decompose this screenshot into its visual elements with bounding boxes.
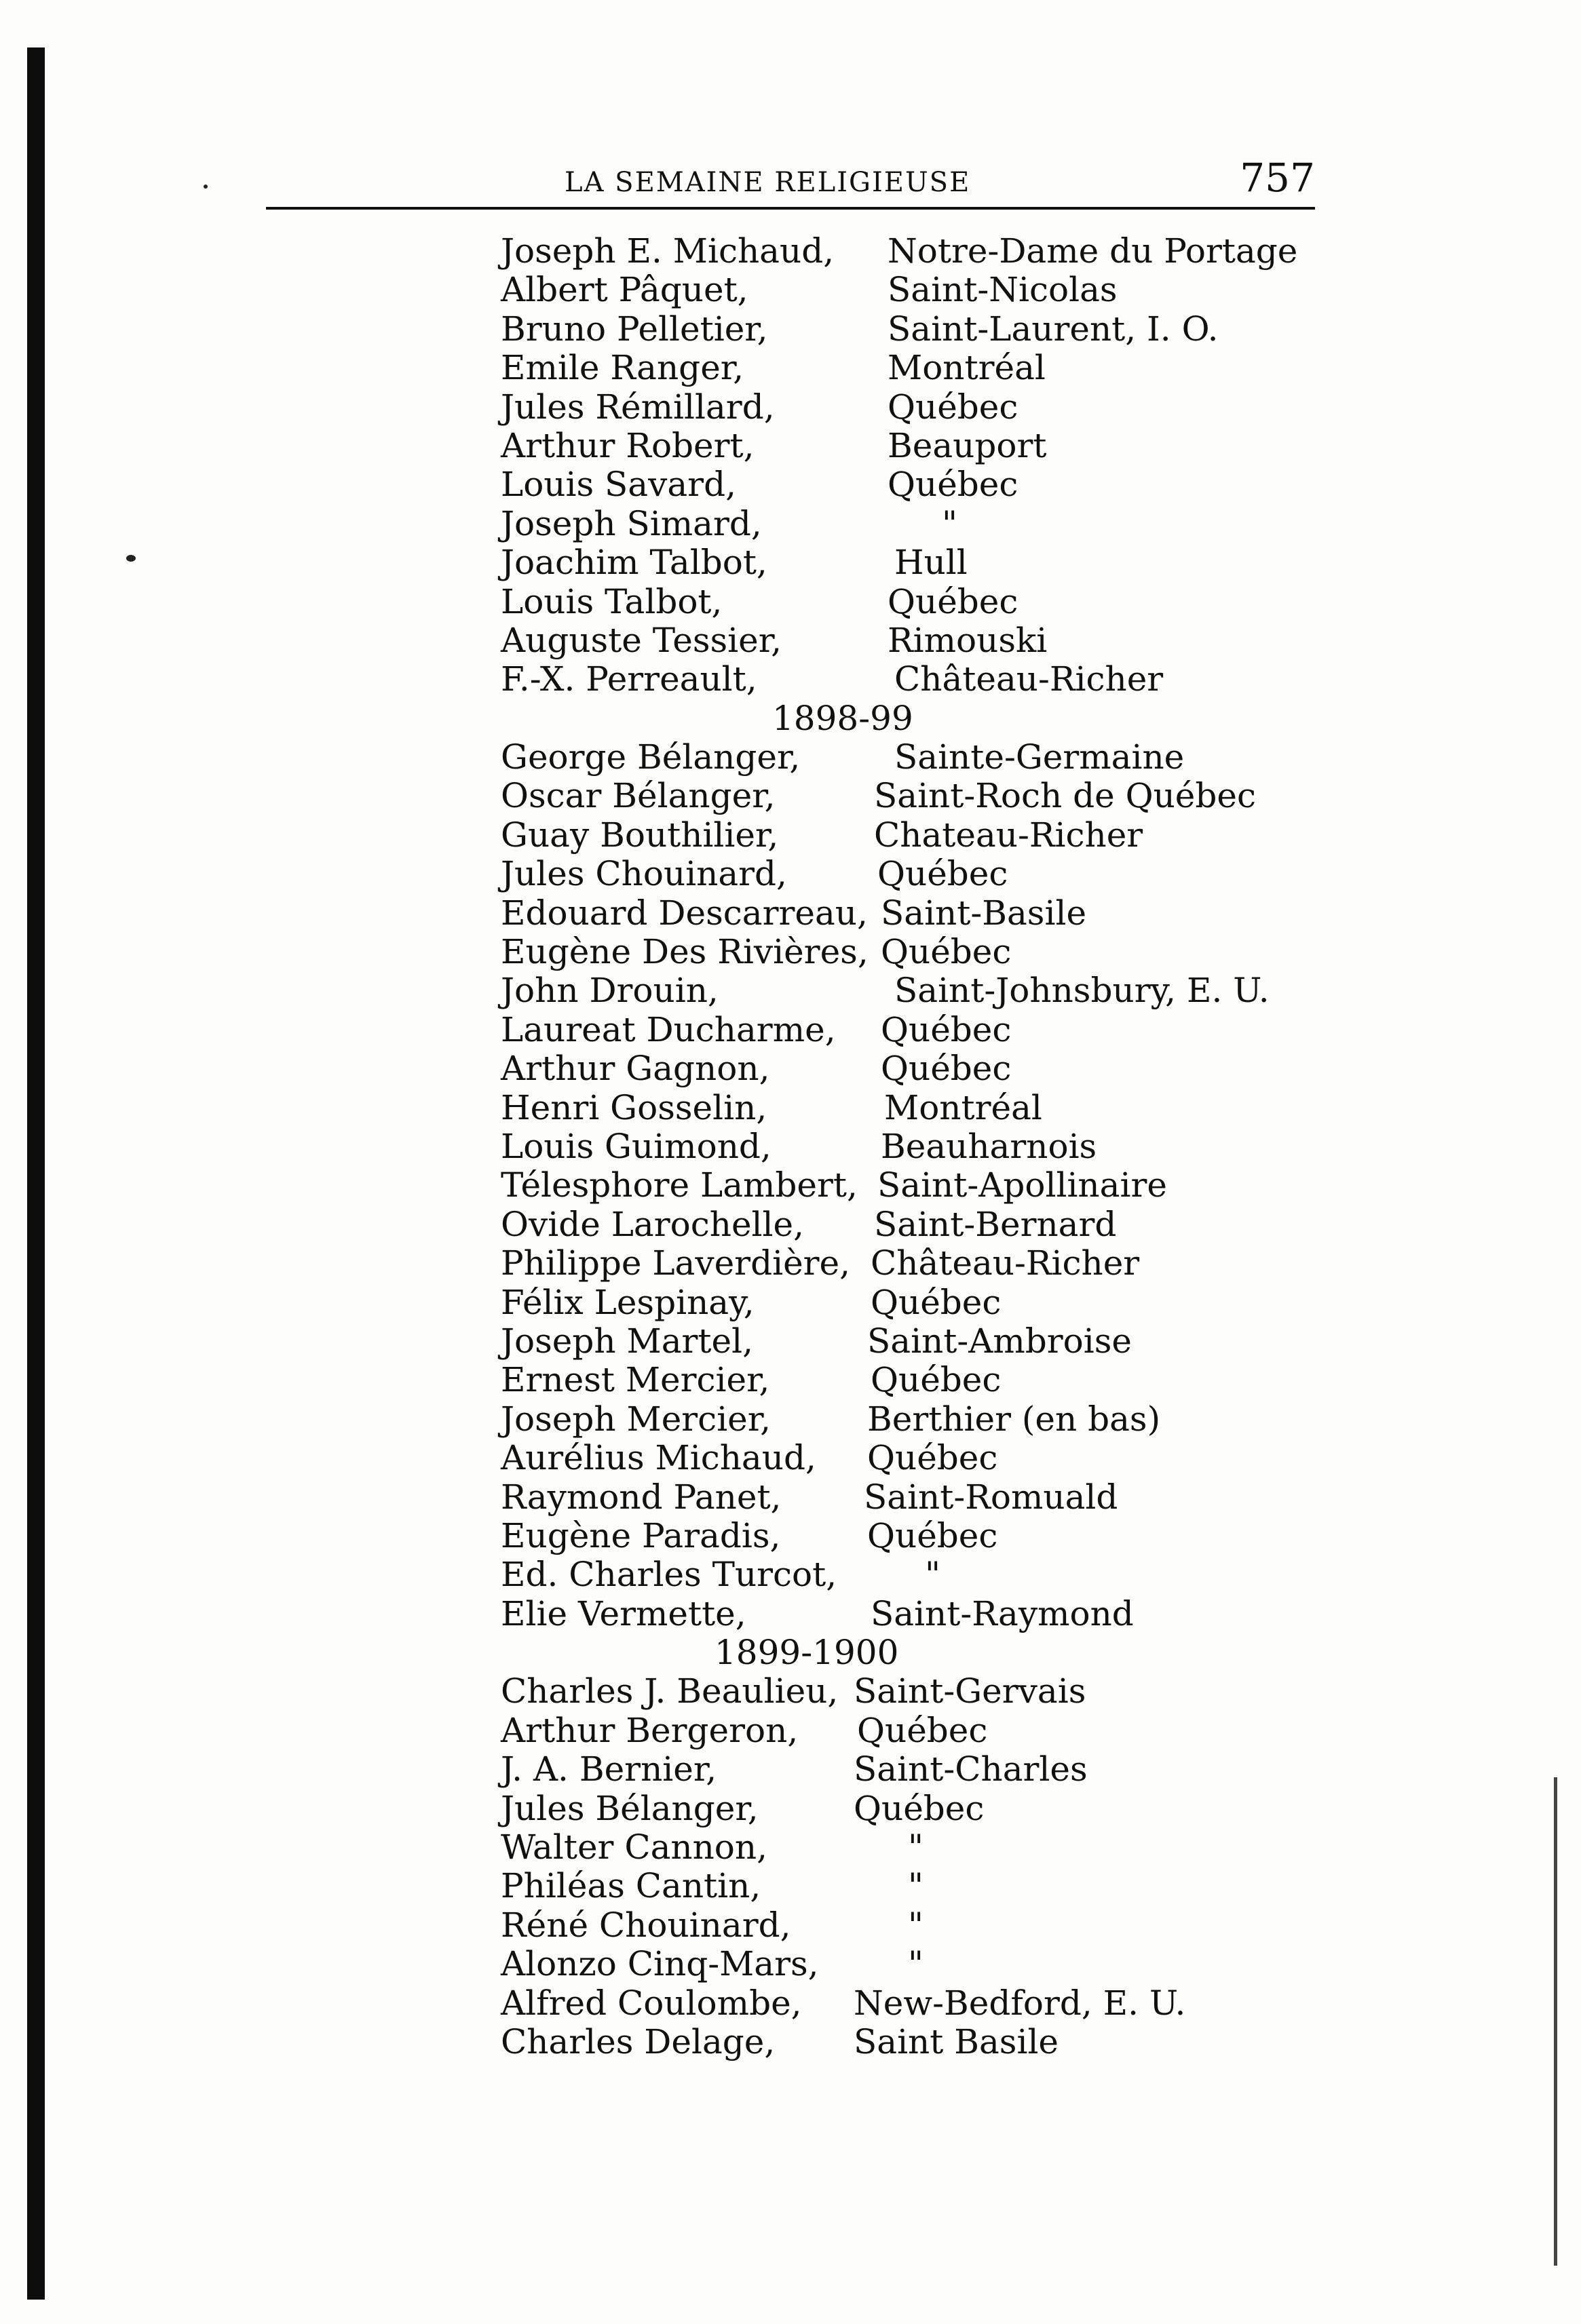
list-entry (501, 388, 1315, 427)
scan-right-edge (1554, 1777, 1557, 2266)
entry-name: Arthur Gagnon, (501, 1049, 770, 1089)
list-entry (501, 855, 1315, 893)
list-entry (501, 1400, 1315, 1439)
entry-name: Joseph Mercier, (501, 1399, 772, 1439)
year-heading (501, 699, 1315, 738)
entry-place: Saint-Charles (854, 1749, 1088, 1789)
list-entry (501, 894, 1315, 933)
year-heading (501, 1633, 1315, 1672)
entry-place: " (908, 1905, 923, 1945)
list-entry (501, 1595, 1315, 1633)
list-entry (501, 1322, 1315, 1361)
list-entry (501, 1672, 1315, 1711)
entry-name: Laureat Ducharme, (501, 1009, 836, 1049)
entry-place: Québec (854, 1788, 985, 1828)
entry-place: Québec (857, 1710, 988, 1750)
entry-name: Louis Savard, (501, 465, 736, 505)
entry-name: Alonzo Cinq-Mars, (501, 1944, 819, 1984)
list-entry (501, 971, 1315, 1010)
entry-name: George Bélanger, (501, 737, 801, 777)
entry-name: Alfred Coulombe, (501, 1983, 802, 2023)
list-entry (501, 1205, 1315, 1244)
entry-name: Louis Talbot, (501, 581, 723, 621)
list-entry (501, 660, 1315, 699)
entry-name: J. A. Bernier, (501, 1749, 717, 1789)
entry-name: Joseph E. Michaud, (501, 231, 835, 271)
entry-name: Henri Gosselin, (501, 1087, 767, 1127)
list-entry (501, 543, 1315, 582)
entry-name: Charles J. Beaulieu, (501, 1671, 839, 1711)
entry-place: Saint-Raymond (871, 1593, 1134, 1633)
entry-place: Québec (881, 932, 1012, 972)
entry-place: Québec (881, 1049, 1012, 1089)
list-entry (501, 1478, 1315, 1517)
entry-place: Québec (877, 854, 1008, 894)
entry-name: Joseph Martel, (501, 1321, 753, 1361)
entry-name: Joachim Talbot, (501, 543, 767, 583)
list-entry (501, 505, 1315, 543)
list-entry (501, 310, 1315, 349)
list-entry (501, 1711, 1315, 1750)
entry-place: Québec (888, 581, 1018, 621)
entry-place: Saint-Nicolas (888, 270, 1118, 310)
entry-place: Montréal (888, 348, 1046, 388)
entry-place: " (908, 1866, 923, 1906)
entry-place: Québec (871, 1282, 1002, 1322)
entry-name: Philéas Cantin, (501, 1866, 761, 1906)
page-number: 757 (1240, 155, 1315, 201)
scan-left-edge (27, 47, 45, 2300)
list-entry (501, 1049, 1315, 1088)
entry-place: Rimouski (888, 620, 1048, 660)
page-header (266, 155, 1315, 209)
entry-name: Jules Bélanger, (501, 1788, 759, 1828)
entry-place: Notre-Dame du Portage (888, 231, 1298, 271)
entry-place: Saint-Johnsbury, E. U. (894, 971, 1270, 1011)
entry-name: Emile Ranger, (501, 348, 744, 388)
entry-name: Arthur Robert, (501, 425, 755, 465)
entry-name: Eugène Des Rivières, (501, 932, 869, 972)
entry-name: Oscar Bélanger, (501, 776, 776, 816)
entry-place: New-Bedford, E. U. (854, 1983, 1186, 2023)
list-entry (501, 933, 1315, 971)
list-entry (501, 349, 1315, 387)
list-entry (501, 1789, 1315, 1828)
list-entry (501, 621, 1315, 660)
entry-place: Saint-Gervais (854, 1671, 1086, 1711)
entry-place: " (908, 1944, 923, 1984)
header-rule (266, 207, 1315, 210)
entry-name: Walter Cannon, (501, 1827, 767, 1867)
entry-place: Hull (894, 543, 968, 583)
list-entry (501, 1439, 1315, 1477)
entry-place: " (908, 1827, 923, 1867)
entry-place: " (925, 1555, 940, 1595)
entry-place: Château-Richer (894, 659, 1164, 699)
list-entry (501, 1244, 1315, 1283)
entry-place: Québec (867, 1515, 998, 1555)
ink-speck (126, 555, 136, 562)
list-entry (501, 1127, 1315, 1166)
entry-name: John Drouin, (501, 971, 719, 1011)
list-entry (501, 1361, 1315, 1399)
entry-name: Ovide Larochelle, (501, 1204, 804, 1244)
entry-name: Ed. Charles Turcot, (501, 1555, 837, 1595)
entry-place: Saint-Apollinaire (877, 1165, 1167, 1205)
entry-name: Joseph Simard, (501, 503, 762, 543)
list-entry (501, 1906, 1315, 1945)
entry-name: Edouard Descarreau, (501, 893, 868, 933)
year-heading-text: 1898-99 (772, 698, 913, 738)
list-entry (501, 1166, 1315, 1205)
list-entry (501, 1011, 1315, 1049)
list-entry (501, 816, 1315, 855)
entry-name: Réné Chouinard, (501, 1905, 791, 1945)
list-entry (501, 1283, 1315, 1322)
ink-speck (204, 185, 208, 189)
entry-name: Albert Pâquet, (501, 270, 748, 310)
list-entry (501, 1089, 1315, 1127)
list-entry (501, 738, 1315, 777)
list-entry (501, 232, 1315, 271)
entry-place: Québec (871, 1360, 1002, 1400)
entry-name: Eugène Paradis, (501, 1515, 781, 1555)
entry-place: Beauport (888, 425, 1047, 465)
list-entry (501, 465, 1315, 504)
entry-name: Guay Bouthilier, (501, 815, 779, 855)
entry-place: " (942, 503, 957, 543)
running-title: LA SEMAINE RELIGIEUSE (565, 167, 971, 198)
entry-name: Arthur Bergeron, (501, 1710, 799, 1750)
list-entry (501, 1984, 1315, 2023)
list-entry (501, 2023, 1315, 2061)
entry-place: Montréal (884, 1087, 1042, 1127)
entry-place: Saint-Laurent, I. O. (888, 309, 1219, 349)
name-list (501, 232, 1315, 2061)
entry-place: Québec (888, 387, 1018, 427)
entry-name: Jules Rémillard, (501, 387, 775, 427)
list-entry (501, 583, 1315, 621)
entry-name: Charles Delage, (501, 2021, 776, 2061)
list-entry (501, 1867, 1315, 1905)
entry-name: Philippe Laverdière, (501, 1243, 851, 1283)
year-heading-text: 1899-1900 (715, 1633, 899, 1673)
entry-name: Jules Chouinard, (501, 854, 787, 894)
entry-place: Berthier (en bas) (867, 1399, 1161, 1439)
list-entry (501, 427, 1315, 465)
entry-place: Québec (867, 1438, 998, 1478)
entry-place: Château-Richer (871, 1243, 1140, 1283)
entry-place: Sainte-Germaine (894, 737, 1185, 777)
entry-name: Auguste Tessier, (501, 620, 782, 660)
entry-place: Saint-Basile (881, 893, 1087, 933)
list-entry (501, 777, 1315, 815)
entry-place: Québec (881, 1009, 1012, 1049)
entry-name: Aurélius Michaud, (501, 1438, 816, 1478)
entry-name: Elie Vermette, (501, 1593, 746, 1633)
entry-place: Québec (888, 465, 1018, 505)
entry-name: F.-X. Perreault, (501, 659, 757, 699)
list-entry (501, 1750, 1315, 1789)
list-entry (501, 1828, 1315, 1867)
entry-place: Saint-Bernard (874, 1204, 1117, 1244)
entry-place: Saint-Romuald (864, 1477, 1118, 1517)
list-entry (501, 1517, 1315, 1555)
entry-place: Saint-Roch de Québec (874, 776, 1256, 816)
entry-place: Chateau-Richer (874, 815, 1143, 855)
list-entry (501, 1945, 1315, 1983)
entry-name: Félix Lespinay, (501, 1282, 755, 1322)
entry-name: Bruno Pelletier, (501, 309, 768, 349)
entry-name: Ernest Mercier, (501, 1360, 770, 1400)
list-entry (501, 1555, 1315, 1594)
list-entry (501, 271, 1315, 309)
entry-place: Saint Basile (854, 2021, 1059, 2061)
entry-place: Beauharnois (881, 1126, 1097, 1166)
entry-name: Raymond Panet, (501, 1477, 782, 1517)
entry-name: Louis Guimond, (501, 1126, 772, 1166)
entry-name: Télesphore Lambert, (501, 1165, 858, 1205)
entry-place: Saint-Ambroise (867, 1321, 1132, 1361)
